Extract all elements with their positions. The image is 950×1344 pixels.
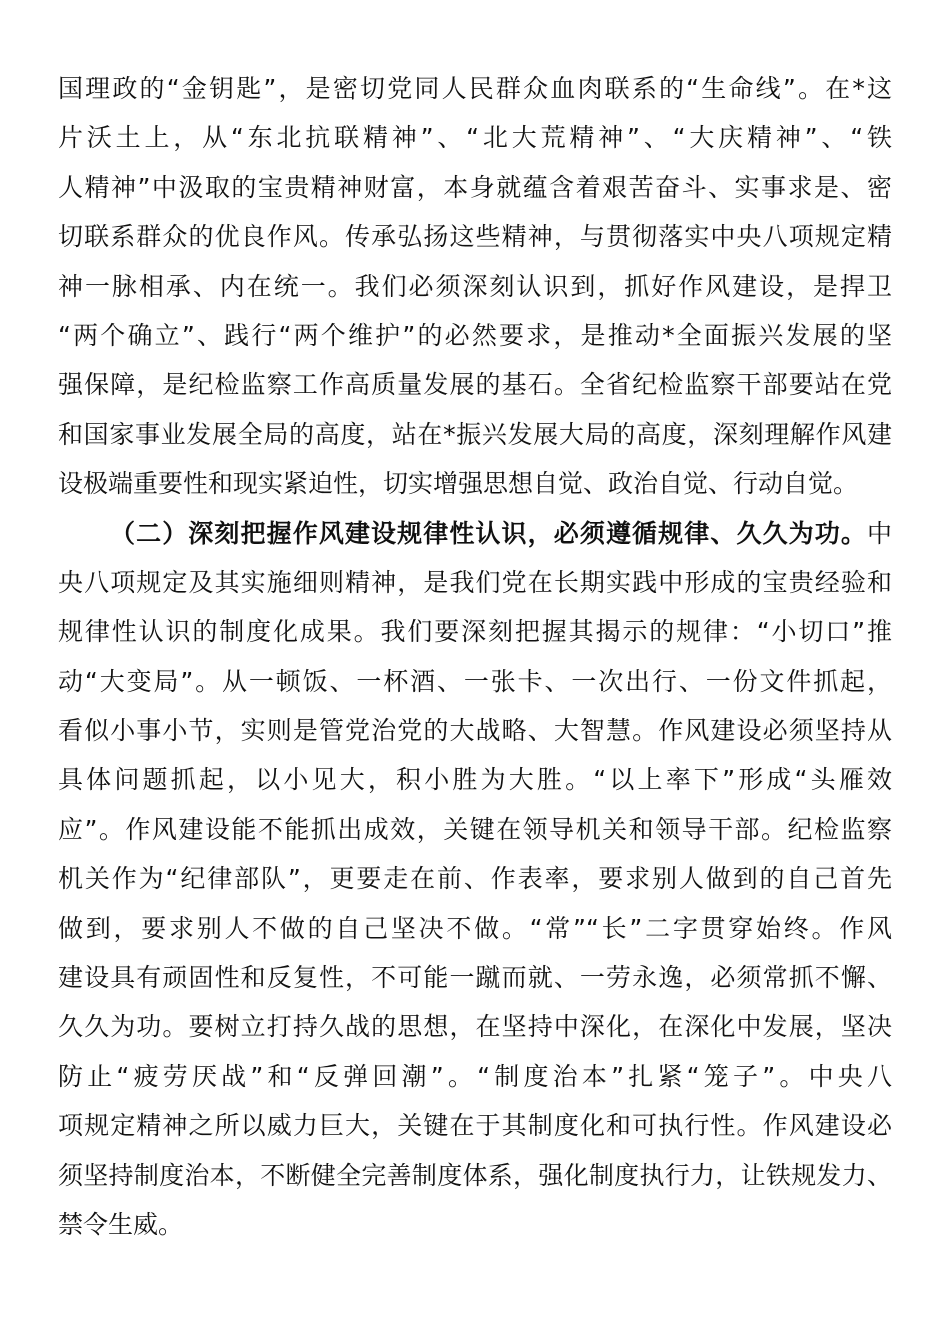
text-line: 项规定精神之所以威力巨大，关键在于其制度化和可执行性。作风建设必: [58, 1111, 892, 1141]
text-line: 和国家事业发展全局的高度，站在*振兴发展大局的高度，深刻理解作风建: [58, 419, 892, 449]
text-line: 强保障，是纪检监察工作高质量发展的基石。全省纪检监察干部要站在党: [58, 370, 892, 400]
text-line: 设极端重要性和现实紧迫性，切实增强思想自觉、政治自觉、行动自觉。: [58, 469, 859, 499]
text-line: 具体问题抓起，以小见大，积小胜为大胜。“以上率下”形成“头雁效: [58, 765, 892, 795]
text-line: 须坚持制度治本，不断健全完善制度体系，强化制度执行力，让铁规发力、: [58, 1160, 892, 1190]
text-line: “两个确立”、践行“两个维护”的必然要求，是推动*全面振兴发展的坚: [58, 320, 892, 350]
heading-line-tail: 中: [866, 518, 892, 548]
section-heading-line: [58, 509, 892, 558]
text-line: 做到，要求别人不做的自己坚决不做。“常”“长”二字贯穿始终。作风: [58, 913, 892, 943]
text-line: 神一脉相承、内在统一。我们必须深刻认识到，抓好作风建设，是捍卫: [58, 271, 892, 301]
text-line: 动“大变局”。从一顿饭、一杯酒、一张卡、一次出行、一份文件抓起，: [58, 666, 892, 696]
section-heading: （二）深刻把握作风建设规律性认识，必须遵循规律、久久为功。: [110, 518, 867, 548]
text-line: 防止“疲劳厌战”和“反弹回潮”。“制度治本”扎紧“笼子”。中央八: [58, 1061, 892, 1091]
text-line: 央八项规定及其实施细则精神，是我们党在长期实践中形成的宝贵经验和: [58, 567, 892, 597]
text-line: 切联系群众的优良作风。传承弘扬这些精神，与贯彻落实中央八项规定精: [58, 222, 892, 252]
text-line: 人精神”中汲取的宝贵精神财富，本身就蕴含着艰苦奋斗、实事求是、密: [58, 172, 892, 202]
text-line: 机关作为“纪律部队”，更要走在前、作表率，要求别人做到的自己首先: [58, 864, 892, 894]
text-line: 看似小事小节，实则是管党治党的大战略、大智慧。作风建设必须坚持从: [58, 716, 892, 746]
text-line: 片沃土上，从“东北抗联精神”、“北大荒精神”、“大庆精神”、“铁: [58, 123, 892, 153]
text-line: 久久为功。要树立打持久战的思想，在坚持中深化，在深化中发展，坚决: [58, 1012, 892, 1042]
text-line: 规律性认识的制度化成果。我们要深刻把握其揭示的规律：“小切口”推: [58, 617, 892, 647]
text-line: 禁令生威。: [58, 1209, 184, 1239]
text-line: 应”。作风建设能不能抓出成效，关键在领导机关和领导干部。纪检监察: [58, 814, 892, 844]
document-body: [58, 64, 892, 1249]
paragraph-2: [58, 509, 892, 1250]
text-line: 建设具有顽固性和反复性，不可能一蹴而就、一劳永逸，必须常抓不懈、: [58, 963, 892, 993]
paragraph-1: [58, 64, 892, 509]
text-line: 国理政的“金钥匙”，是密切党同人民群众血肉联系的“生命线”。在*这: [58, 74, 892, 103]
